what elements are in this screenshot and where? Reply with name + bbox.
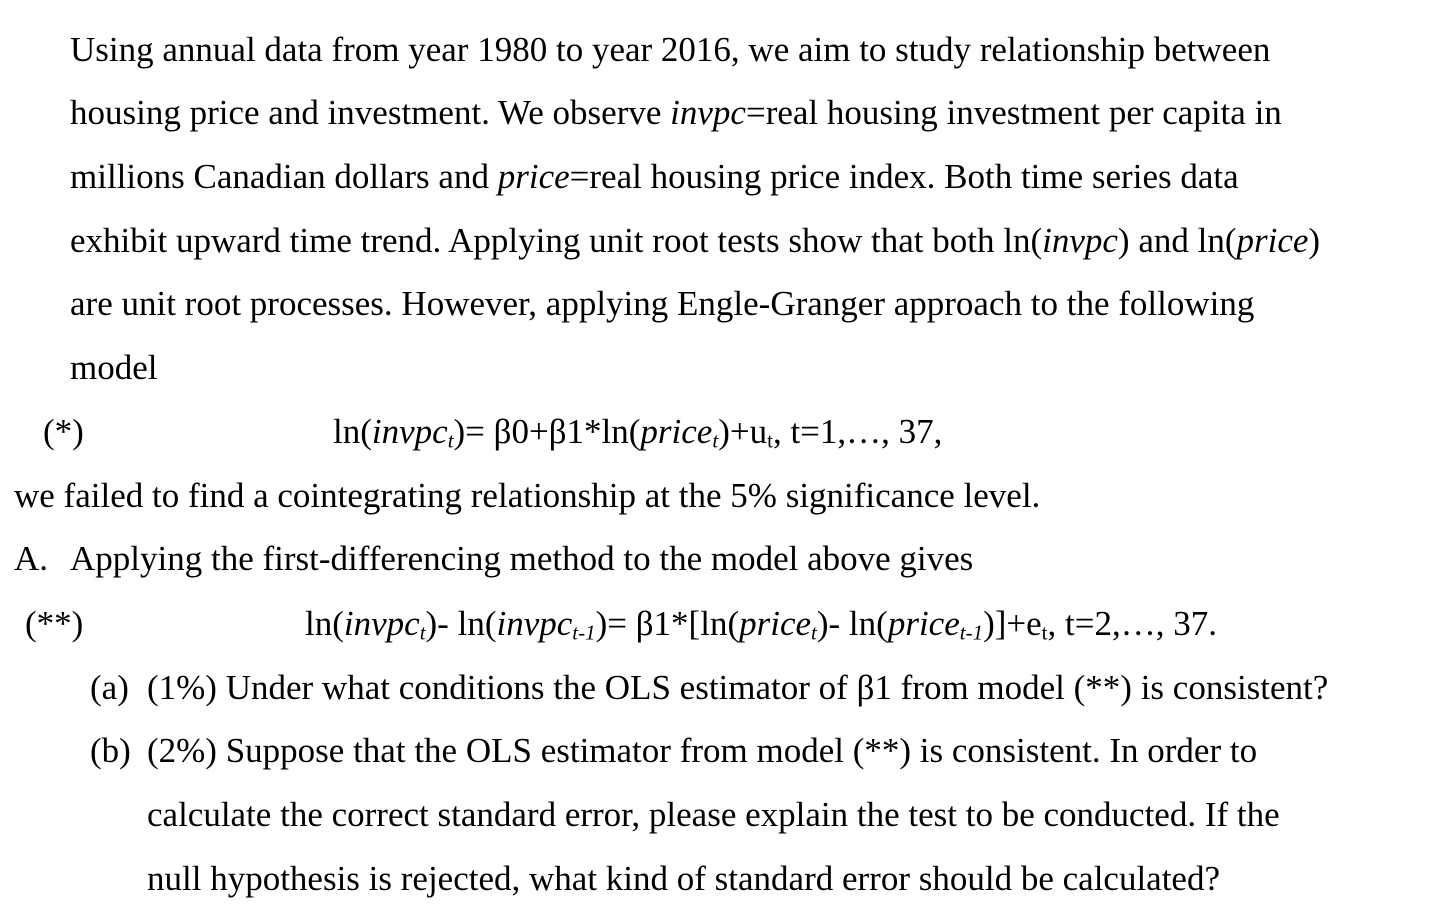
eq1-part: )+u: [718, 412, 768, 451]
eq2-subscript: t: [1041, 620, 1048, 645]
intro-line-5: are unit root processes. However, applying Engle-Granger approach to the following: [70, 284, 1255, 323]
question-a-label: (a): [90, 668, 129, 707]
intro-line-4-text-c: ): [1308, 221, 1321, 260]
eq2-var-price: price: [739, 604, 812, 643]
eq2-subscript: t-1: [572, 620, 596, 645]
intro-line-3: [70, 157, 1239, 197]
eq1-subscript: t: [447, 428, 454, 453]
equation-2: [305, 604, 1217, 644]
eq2-var-invpc: invpc: [343, 604, 420, 643]
question-b-line-3: null hypothesis is rejected, what kind of standard error should be calculated?: [147, 859, 1221, 898]
question-b-line-1: (2%) Suppose that the OLS estimator from model (**) is consistent. In order to: [147, 731, 1258, 770]
var-invpc: invpc: [670, 93, 746, 132]
part-a-text: Applying the first-differencing method to the model above gives: [70, 539, 974, 578]
intro-line-3-text-b: =real housing price index. Both time series data: [569, 157, 1239, 196]
var-invpc: invpc: [1042, 221, 1118, 260]
question-a-text: (1%) Under what conditions the OLS estimator of β1 from model (**) is consistent?: [147, 668, 1329, 707]
eq1-subscript: t: [767, 428, 773, 453]
eq1-part: )= β0+β1*ln(: [453, 412, 641, 451]
intro-line-2-text-a: housing price and investment. We observe: [70, 93, 671, 132]
eq2-part: )]+e: [983, 604, 1042, 643]
eq2-subscript: t: [419, 620, 426, 645]
eq1-var-invpc: invpc: [371, 412, 448, 451]
eq1-part: , t=1,…, 37,: [772, 412, 943, 451]
question-b-line-2: calculate the correct standard error, please explain the test to be conducted. If the: [147, 795, 1280, 834]
equation-1-label: (*): [43, 412, 84, 451]
eq1-var-price: price: [640, 412, 713, 451]
intro-line-2-text-b: =real housing investment per capita in: [745, 93, 1282, 132]
eq1-part: ln(: [333, 412, 372, 451]
intro-line-1: Using annual data from year 1980 to year 2016, we aim to study relationship between: [70, 30, 1271, 69]
eq2-var-invpc: invpc: [496, 604, 573, 643]
part-a-label: A.: [14, 539, 49, 578]
intro-line-4: [70, 221, 1320, 261]
eq2-part: )- ln(: [425, 604, 497, 643]
question-b-label: (b): [90, 731, 131, 770]
eq2-subscript: t: [811, 620, 817, 645]
var-price: price: [497, 157, 570, 196]
intro-line-4-text-a: exhibit upward time trend. Applying unit root tests show that both ln(: [70, 221, 1043, 260]
var-price: price: [1236, 221, 1309, 260]
equation-1: [333, 412, 942, 452]
equation-2-label: (**): [25, 604, 84, 643]
eq2-part: , t=2,…, 37.: [1047, 604, 1217, 643]
failed-cointegration-line: we failed to find a cointegrating relationship at the 5% significance level.: [14, 476, 1041, 515]
eq2-subscript: t-1: [959, 620, 984, 645]
eq2-var-price: price: [887, 604, 960, 643]
eq1-subscript: t: [712, 428, 719, 453]
intro-line-2: [70, 93, 1282, 133]
eq2-part: ln(: [305, 604, 344, 643]
intro-line-6: model: [70, 348, 158, 387]
intro-line-4-text-b: ) and ln(: [1117, 221, 1237, 260]
eq2-part: )= β1*[ln(: [595, 604, 740, 643]
intro-line-3-text-a: millions Canadian dollars and: [70, 157, 498, 196]
eq2-part: )- ln(: [816, 604, 888, 643]
